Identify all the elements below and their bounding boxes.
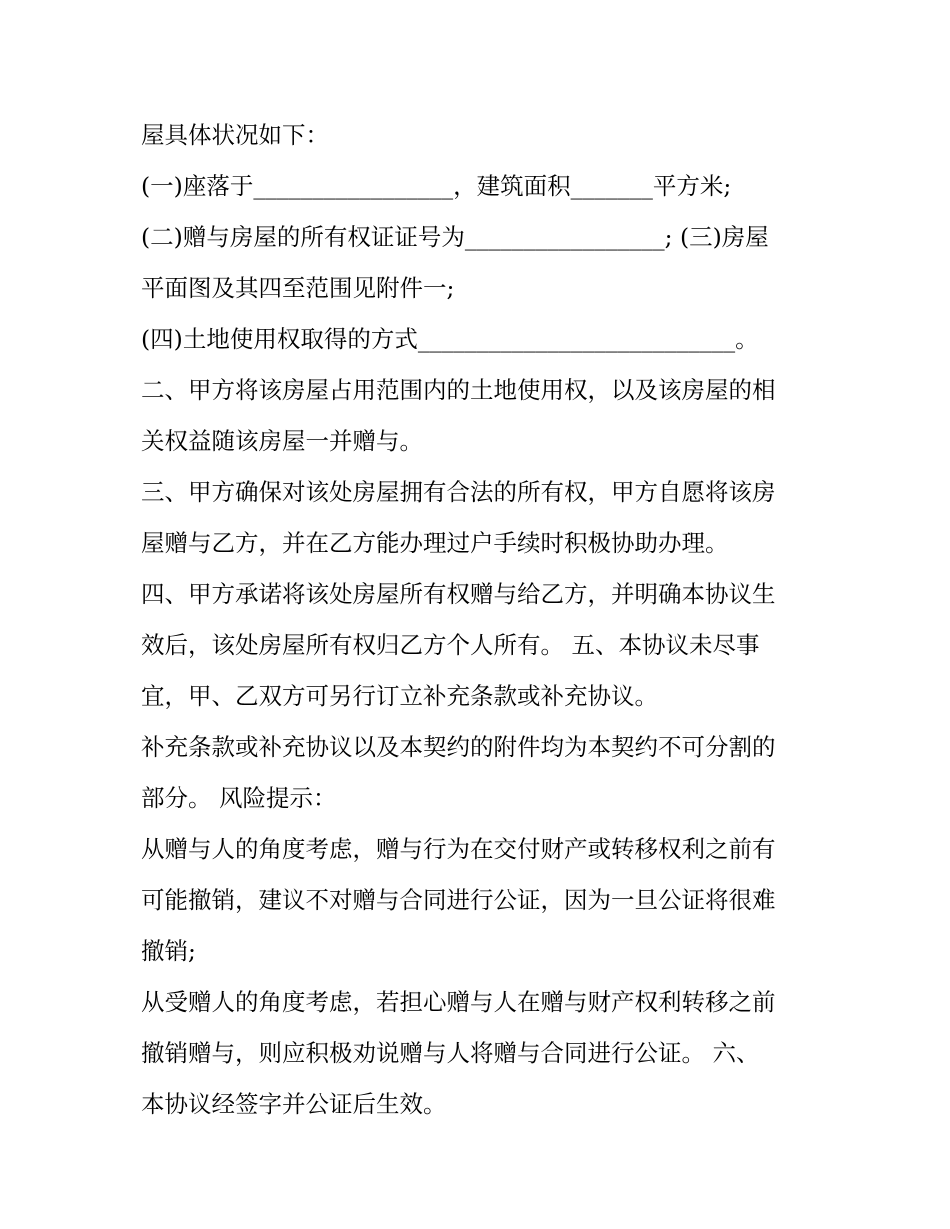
text-line: 屋具体状况如下： xyxy=(141,121,329,149)
text-line: 关权益随该房屋一并赠与。 xyxy=(141,427,423,455)
text-line: 部分。 风险提示： xyxy=(141,784,337,812)
text-line: 屋赠与乙方，并在乙方能办理过户手续时积极协助办理。 xyxy=(141,529,729,557)
text-line: 四、甲方承诺将该处房屋所有权赠与给乙方，并明确本协议生 xyxy=(141,580,776,608)
text-line: 从受赠人的角度考虑，若担心赠与人在赠与财产权利转移之前 xyxy=(141,988,776,1016)
text-line: 可能撤销，建议不对赠与合同进行公证，因为一旦公证将很难 xyxy=(141,886,776,914)
text-line: 撤销; xyxy=(141,937,196,965)
text-line: 撤销赠与，则应积极劝说赠与人将赠与合同进行公证。 六、 xyxy=(141,1039,760,1067)
text-line: 补充条款或补充协议以及本契约的附件均为本契约不可分割的 xyxy=(141,733,776,761)
text-line: 二、甲方将该房屋占用范围内的土地使用权，以及该房屋的相 xyxy=(141,376,776,404)
text-line: (一)座落于_________________，建筑面积_______平方米; xyxy=(141,172,732,200)
text-line: 从赠与人的角度考虑，赠与行为在交付财产或转移权利之前有 xyxy=(141,835,776,863)
text-line: 本协议经签字并公证后生效。 xyxy=(141,1090,447,1118)
document-body xyxy=(141,110,821,1130)
text-line: 效后，该处房屋所有权归乙方个人所有。 五、本协议未尽事 xyxy=(141,631,760,659)
text-line: (四)土地使用权取得的方式___________________________。 xyxy=(141,325,759,353)
text-line: (二)赠与房屋的所有权证证号为_________________; (三)房屋 xyxy=(141,223,769,251)
text-line: 三、甲方确保对该处房屋拥有合法的所有权，甲方自愿将该房 xyxy=(141,478,776,506)
text-line: 宜，甲、乙双方可另行订立补充条款或补充协议。 xyxy=(141,682,658,710)
text-line: 平面图及其四至范围见附件一; xyxy=(141,274,455,302)
